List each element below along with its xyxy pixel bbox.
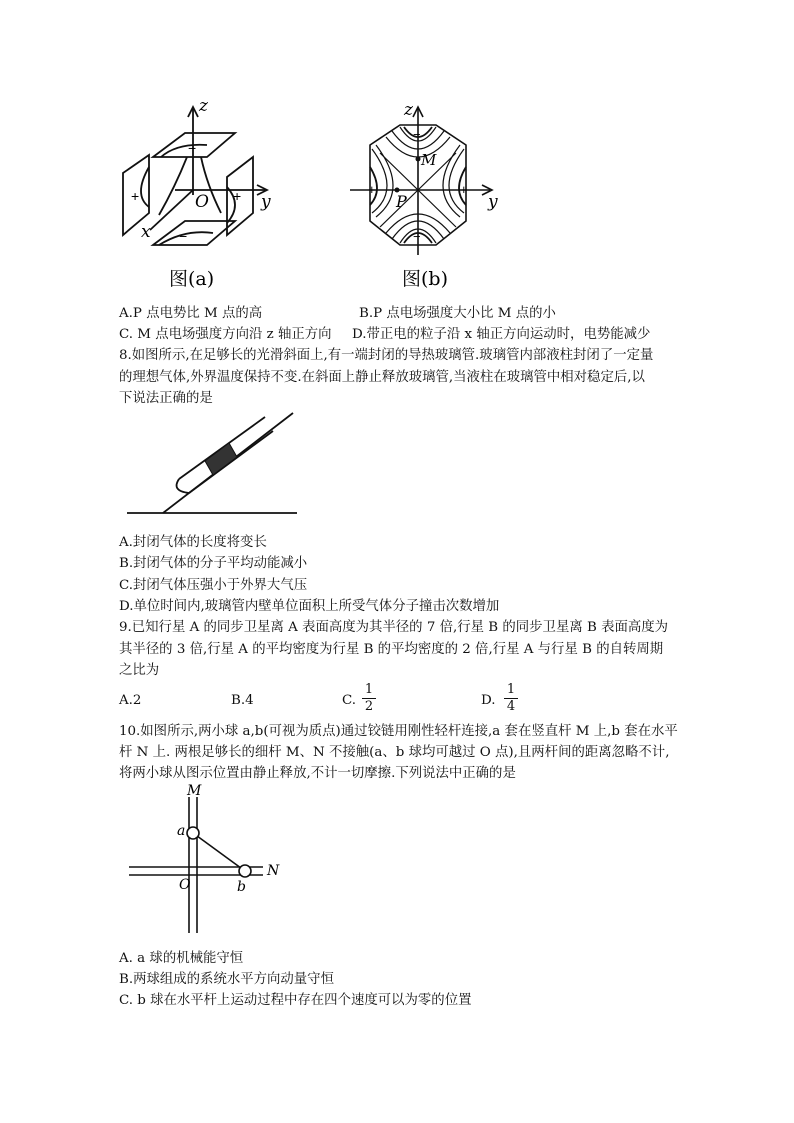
ball-a — [187, 827, 199, 839]
q9-stem-line-2: 其半径的 3 倍,行星 A 的平均密度为行星 B 的平均密度的 2 倍,行星 A 与行星 B 的自转周期 — [119, 642, 664, 657]
point-m-label: M — [421, 151, 437, 169]
q9-stem-line-3: 之比为 — [119, 663, 160, 678]
point-p-label: P — [396, 192, 407, 211]
fraction-numerator: 1 — [364, 682, 374, 697]
axis-z-label: z — [404, 100, 413, 120]
q7-option-c: C. M 点电场强度方向沿 z 轴正方向 — [119, 327, 332, 342]
rod-m-label: M — [187, 783, 202, 799]
fraction-denominator: 2 — [364, 699, 374, 714]
q8-option-d: D.单位时间内,玻璃管内壁单位面积上所受气体分子撞击次数增加 — [119, 599, 500, 614]
q10-option-b: B.两球组成的系统水平方向动量守恒 — [119, 972, 334, 987]
rod-n-label: N — [267, 863, 280, 879]
q10-rod-figure — [125, 783, 295, 943]
q8-option-c: C.封闭气体压强小于外界大气压 — [119, 578, 308, 593]
sign-right-plus: + — [460, 182, 468, 197]
q10-stem-line-1: 10.如图所示,两小球 a,b(可视为质点)通过铰链用刚性轻杆连接,a 套在竖直杆 M 上,b 套在水平 — [119, 724, 678, 739]
sign-left-plus: + — [131, 188, 140, 204]
q7-option-b: B.P 点电场强度大小比 M 点的小 — [359, 306, 556, 321]
q8-stem-line-1: 8.如图所示,在足够长的光滑斜面上,有一端封闭的导热玻璃管.玻璃管内部液柱封闭了一定量 — [119, 348, 654, 363]
axis-z-label: z — [199, 96, 208, 116]
q10-option-a: A. a 球的机械能守恒 — [119, 951, 244, 966]
sign-top-minus: − — [413, 127, 421, 142]
axis-x-label: x — [141, 222, 151, 242]
sign-bottom-minus: − — [179, 228, 188, 244]
q8-incline-figure — [125, 405, 305, 520]
origin-label: O — [195, 192, 209, 212]
q10-stem-line-3: 将两小球从图示位置由静止释放,不计一切摩擦.下列说法中正确的是 — [119, 766, 516, 781]
q8-stem-line-2: 的理想气体,外界温度保持不变.在斜面上静止释放玻璃管,当液柱在玻璃管中相对稳定后,以 — [119, 370, 645, 385]
q7-option-d: D.带正电的粒子沿 x 轴正方向运动时，电势能减少 — [352, 327, 651, 342]
figure-a-caption: 图(a) — [169, 268, 215, 290]
sign-right-plus: + — [233, 188, 242, 204]
q8-option-b: B.封闭气体的分子平均动能减小 — [119, 556, 308, 571]
q9-option-b: B.4 — [231, 693, 254, 708]
q7-option-a: A.P 点电势比 M 点的高 — [119, 306, 263, 321]
q8-option-a: A.封闭气体的长度将变长 — [119, 535, 267, 550]
origin-o-label: O — [179, 877, 191, 893]
q9-option-c-fraction — [362, 683, 376, 714]
q8-stem-line-3: 下说法正确的是 — [119, 391, 213, 406]
figure-a — [115, 95, 285, 295]
q9-option-a: A.2 — [119, 693, 142, 708]
fraction-denominator: 4 — [506, 699, 516, 714]
q9-option-d-label: D. — [481, 693, 496, 708]
axis-y-label: y — [261, 192, 271, 212]
figure-b — [340, 95, 510, 295]
sign-bottom-minus: − — [413, 229, 421, 244]
ball-b — [239, 865, 251, 877]
q10-option-c: C. b 球在水平杆上运动过程中存在四个速度可以为零的位置 — [119, 993, 472, 1008]
q9-stem-line-1: 9.已知行星 A 的同步卫星离 A 表面高度为其半径的 7 倍,行星 B 的同步卫星离 B 表面高度为 — [119, 620, 669, 635]
sign-left-plus: + — [368, 182, 376, 197]
q9-option-d-fraction — [504, 683, 518, 714]
sign-top-minus: − — [188, 140, 197, 156]
ball-b-label: b — [237, 879, 246, 895]
q10-stem-line-2: 杆 N 上. 两根足够长的细杆 M、N 不接触(a、b 球均可越过 O 点),且两杆间的距离忽略不计, — [119, 745, 670, 760]
axis-y-label: y — [488, 192, 498, 212]
figure-b-caption: 图(b) — [402, 268, 448, 290]
q9-option-c-label: C. — [342, 693, 357, 708]
ball-a-label: a — [177, 823, 186, 839]
fraction-numerator: 1 — [506, 682, 516, 697]
